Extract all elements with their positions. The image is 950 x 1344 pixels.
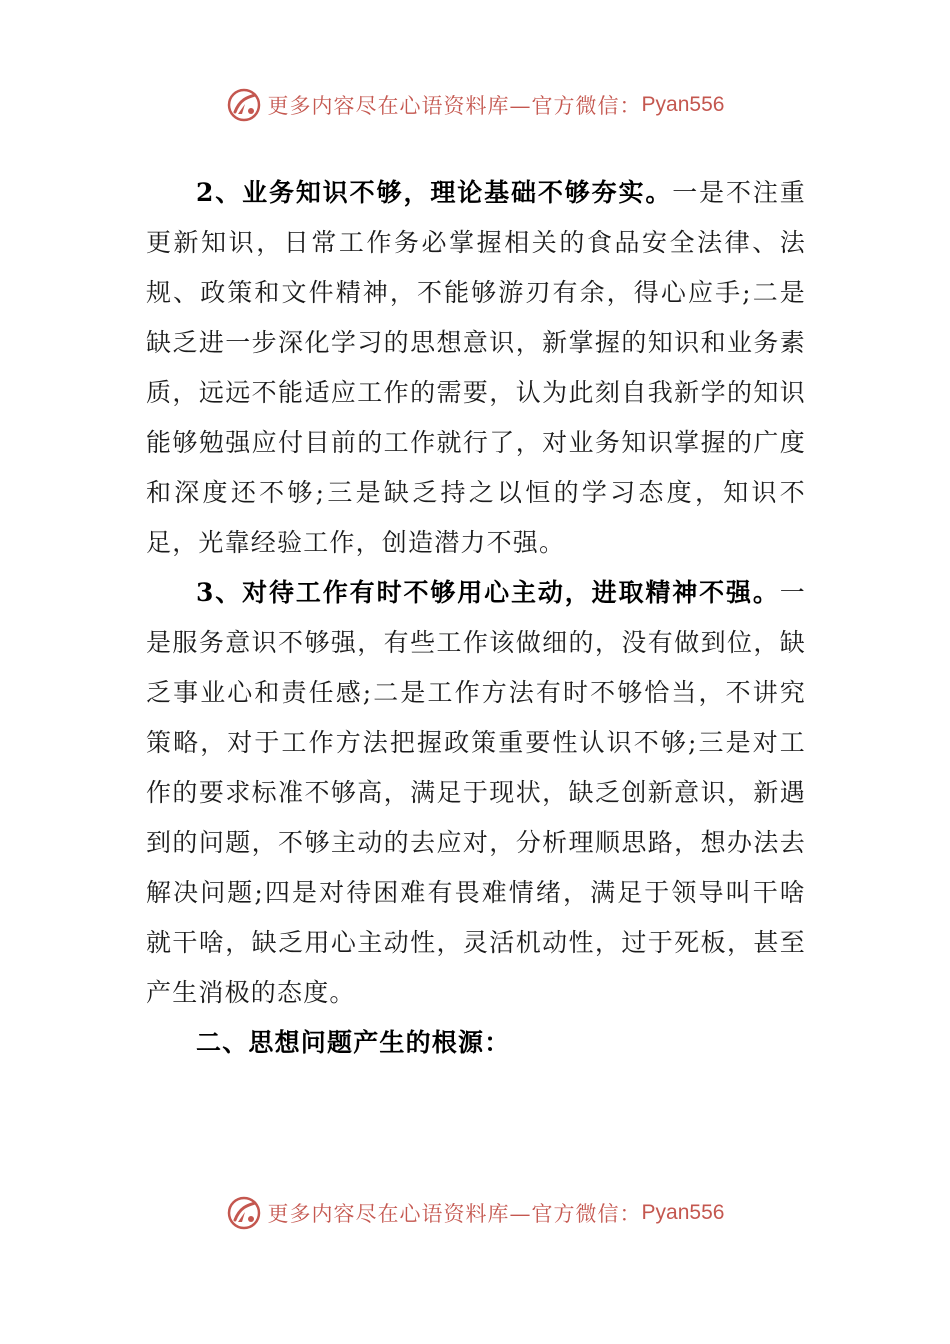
watermark-wechat-id: Pyan556 — [641, 93, 725, 116]
document-body — [146, 168, 806, 1068]
logo-icon — [226, 1195, 262, 1231]
paragraph-lead: 3、对待工作有时不够用心主动，进取精神不强。 — [196, 578, 780, 607]
paragraph-text: 一是不注重更新知识，日常工作务必掌握相关的食品安全法律、法规、政策和文件精神，不能够游刃有余，得心应手;二是缺乏进一步深化学习的思想意识，新掌握的知识和业务素质，远远不能适应工作的需要，认为此刻自我新学的知识能够勉强应付目前的工作就行了，对业务知识掌握的广度和深度还不够;三是缺乏持之以恒的学习态度，知识不足，光靠经验工作，创造潜力不强。 — [146, 178, 806, 557]
watermark-text: 更多内容尽在心语资料库—官方微信： — [267, 1202, 642, 1226]
header-watermark — [0, 80, 950, 130]
footer-watermark — [0, 1188, 950, 1238]
paragraph-lead: 2、业务知识不够，理论基础不够夯实。 — [196, 178, 673, 207]
watermark-wechat-id: Pyan556 — [641, 1201, 725, 1224]
logo-icon — [226, 87, 262, 123]
paragraph-text: 一是服务意识不够强，有些工作该做细的，没有做到位，缺乏事业心和责任感;二是工作方法有时不够恰当，不讲究策略，对于工作方法把握政策重要性认识不够;三是对工作的要求标准不够高，满足于现状，缺乏创新意识，新遇到的问题，不够主动的去应对，分析理顺思路，想办法去解决问题;四是对待困难有畏难情绪，满足于领导叫干啥就干啥，缺乏用心主动性，灵活机动性，过于死板，甚至产生消极的态度。 — [146, 578, 806, 1007]
paragraph-work-initiative — [146, 568, 806, 1018]
section-heading: 二、思想问题产生的根源： — [196, 1028, 511, 1057]
paragraph-business-knowledge — [146, 168, 806, 568]
watermark-text: 更多内容尽在心语资料库—官方微信： — [267, 94, 642, 118]
